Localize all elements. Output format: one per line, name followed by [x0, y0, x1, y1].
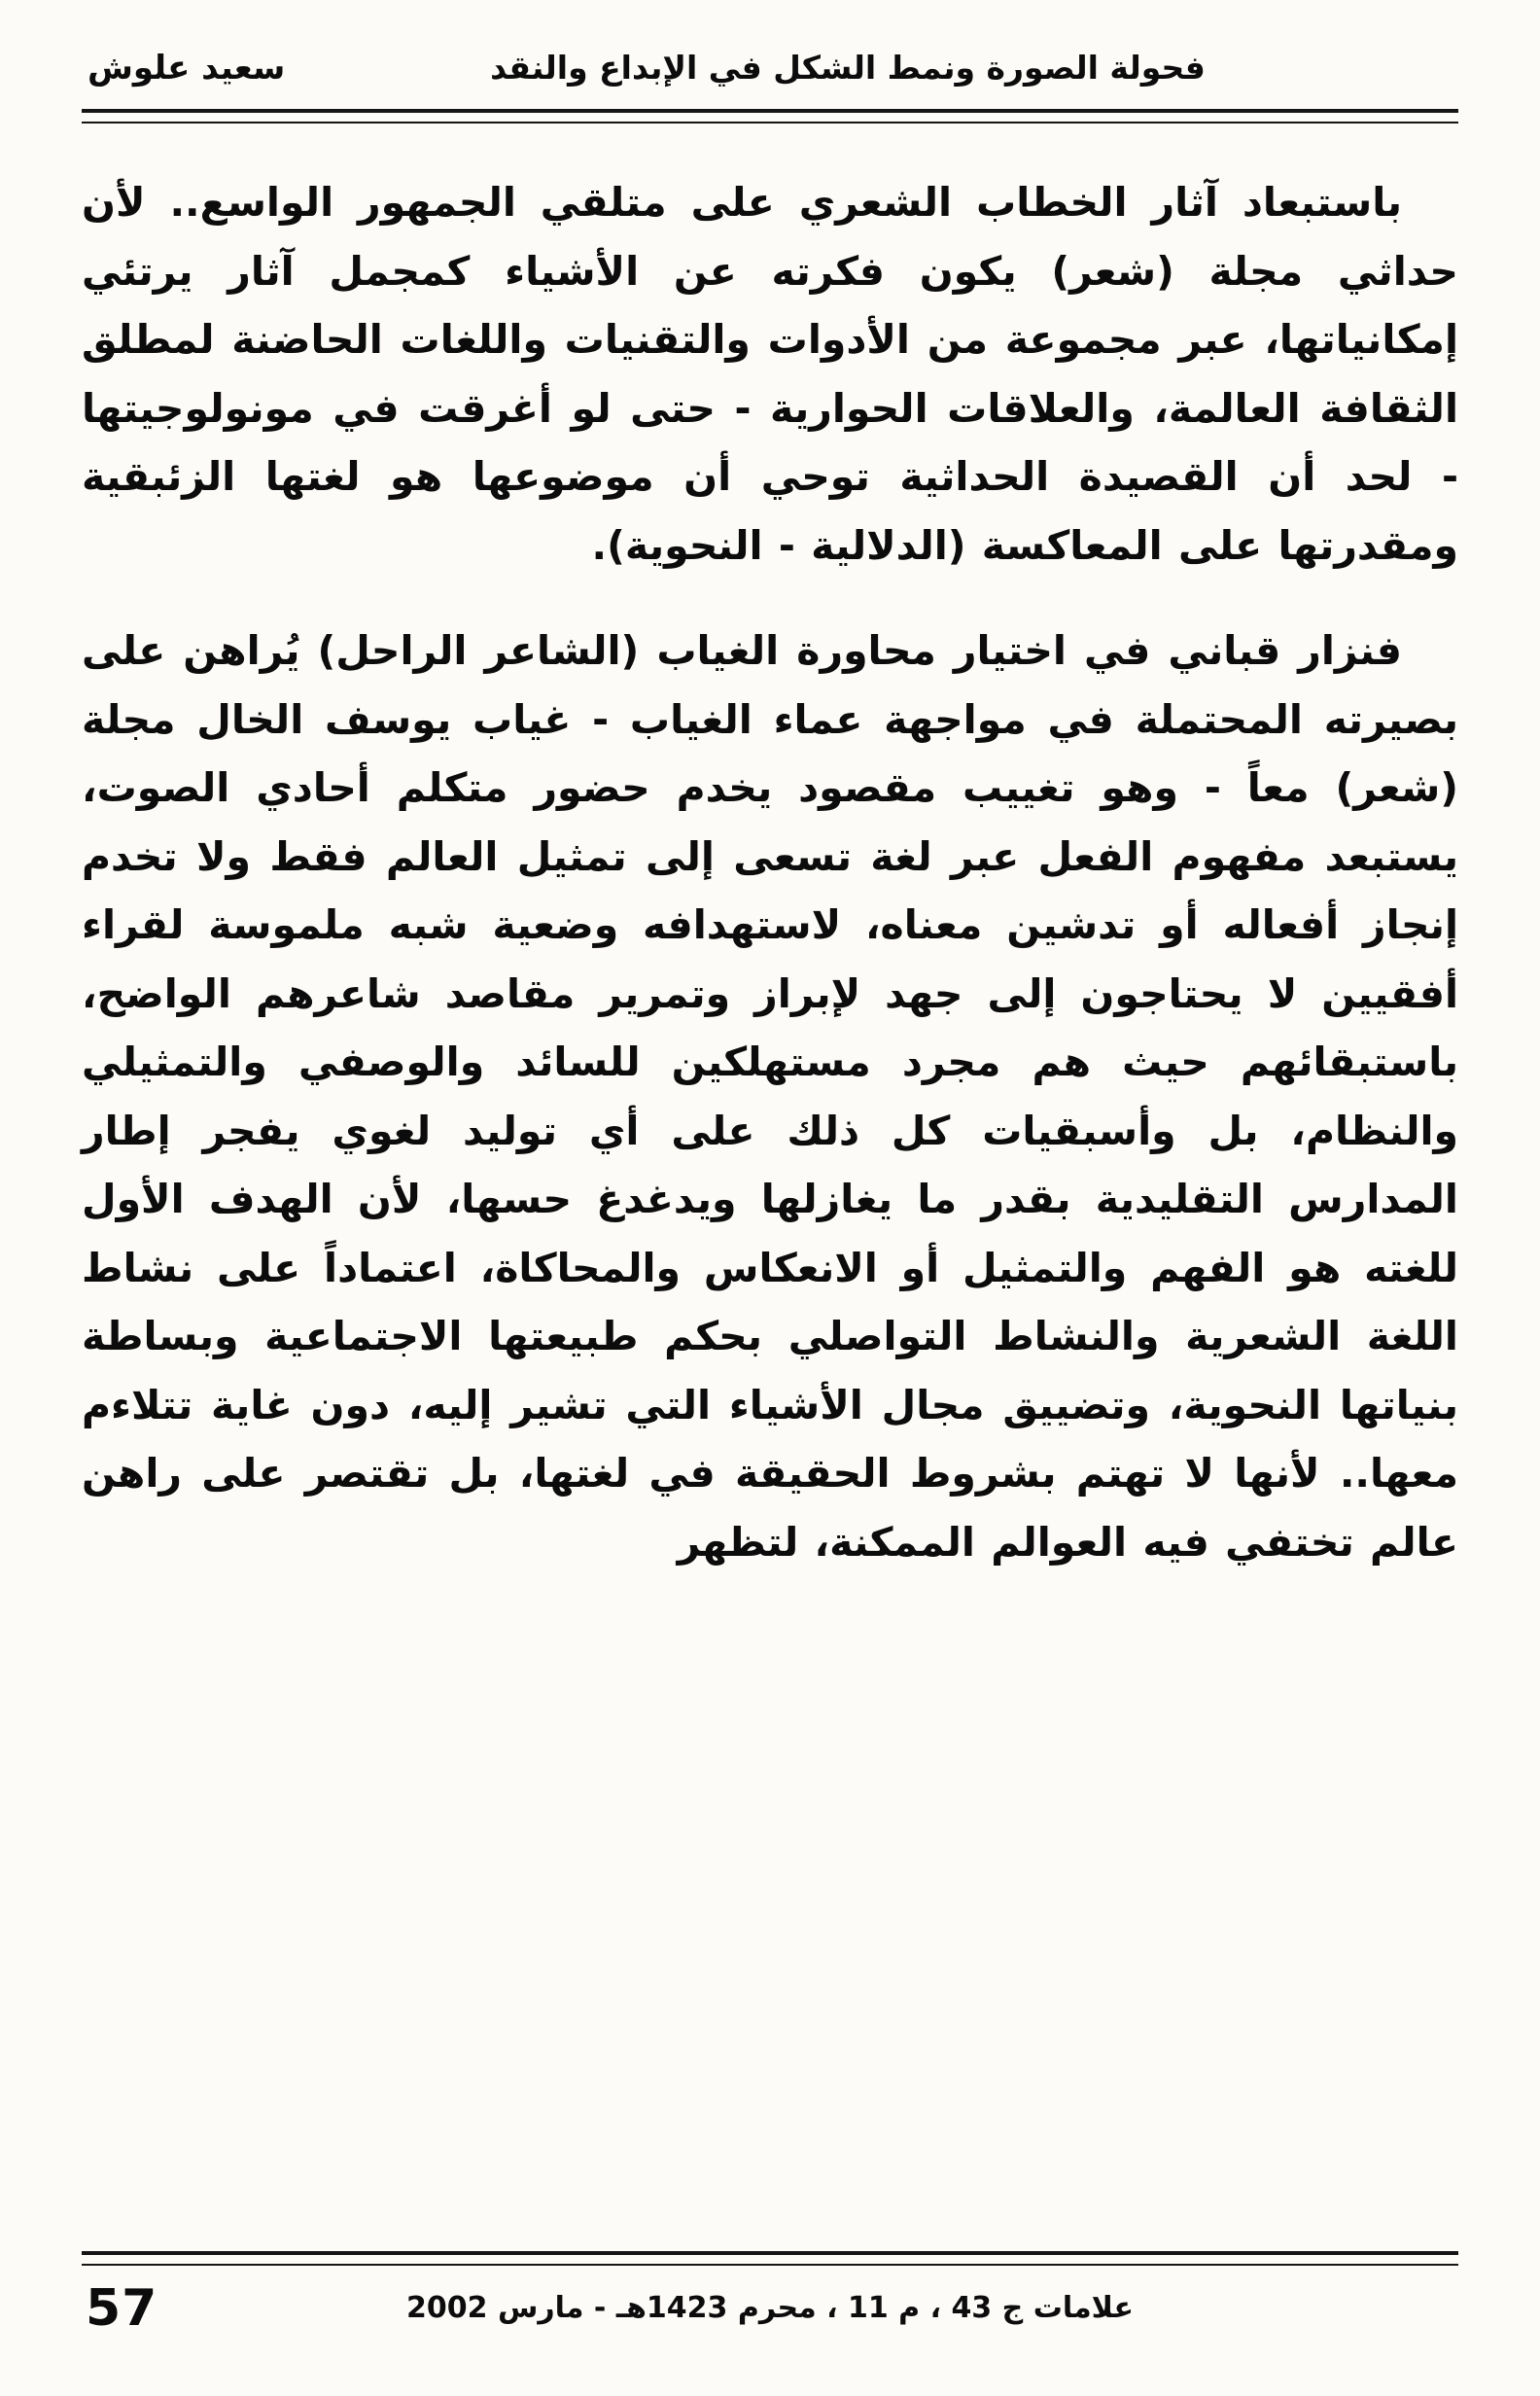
document-body	[82, 168, 1458, 1576]
page-header	[82, 41, 1458, 103]
journal-citation: علامات ج 43 ، م 11 ، محرم 1423هـ - مارس 2002	[406, 2291, 1134, 2325]
footer-divider	[82, 2251, 1458, 2266]
document-title: فحولة الصورة ونمط الشكل في الإبداع والنقد	[490, 49, 1206, 87]
footer-content	[82, 2279, 1458, 2351]
body-paragraph: فنزار قباني في اختيار محاورة الغياب (الشاعر الراحل) يُراهن على بصيرته المحتملة في مواجهة عماء الغياب - غياب يوسف الخال مجلة (شعر) معاً - وهو تغييب مقصود يخدم حضور متكلم أحادي الصوت، يستبعد مفهوم الفعل عبر لغة تسعى إلى تمثيل العالم فقط ولا تخدم إنجاز أفعاله أو تدشين معناه، لاستهدافه وضعية شبه ملموسة لقراء أفقيين لا يحتاجون إلى جهد لإبراز وتمرير مقاصد شاعرهم الواضح، باستبقائهم حيث هم مجرد مستهلكين للسائد والوصفي والتمثيلي والنظام، بل وأسبقيات كل ذلك على أي توليد لغوي يفجر إطار المدارس التقليدية بقدر ما يغازلها ويدغدغ حسها، لأن الهدف الأول للغته هو الفهم والتمثيل أو الانعكاس والمحاكاة، اعتماداً على نشاط اللغة الشعرية والنشاط التواصلي بحكم طبيعتها الاجتماعية وبساطة بنياتها النحوية، وتضييق مجال الأشياء التي تشير إليه، دون غاية تتلاءم معها.. لأنها لا تهتم بشروط الحقيقة في لغتها، بل تقتصر على راهن عالم تختفي فيه العوالم الممكنة، لتظهر	[82, 627, 1458, 1566]
page-number: 57	[86, 2279, 158, 2338]
document-author: سعيد علوش	[88, 49, 286, 88]
page-footer	[82, 2251, 1458, 2351]
header-divider	[82, 109, 1458, 123]
body-paragraph: باستبعاد آثار الخطاب الشعري على متلقي الجمهور الواسع.. لأن حداثي مجلة (شعر) يكون فكرته عن الأشياء كمجمل آثار يرتئي إمكانياتها، عبر مجموعة من الأدوات والتقنيات واللغات الحاضنة لمطلق الثقافة العالمة، والعلاقات الحوارية - حتى لو أغرقت في مونولوجيتها - لحد أن القصيدة الحداثية توحي أن موضوعها هو لغتها الزئبقية ومقدرتها على المعاكسة (الدلالية - النحوية).	[82, 179, 1458, 569]
